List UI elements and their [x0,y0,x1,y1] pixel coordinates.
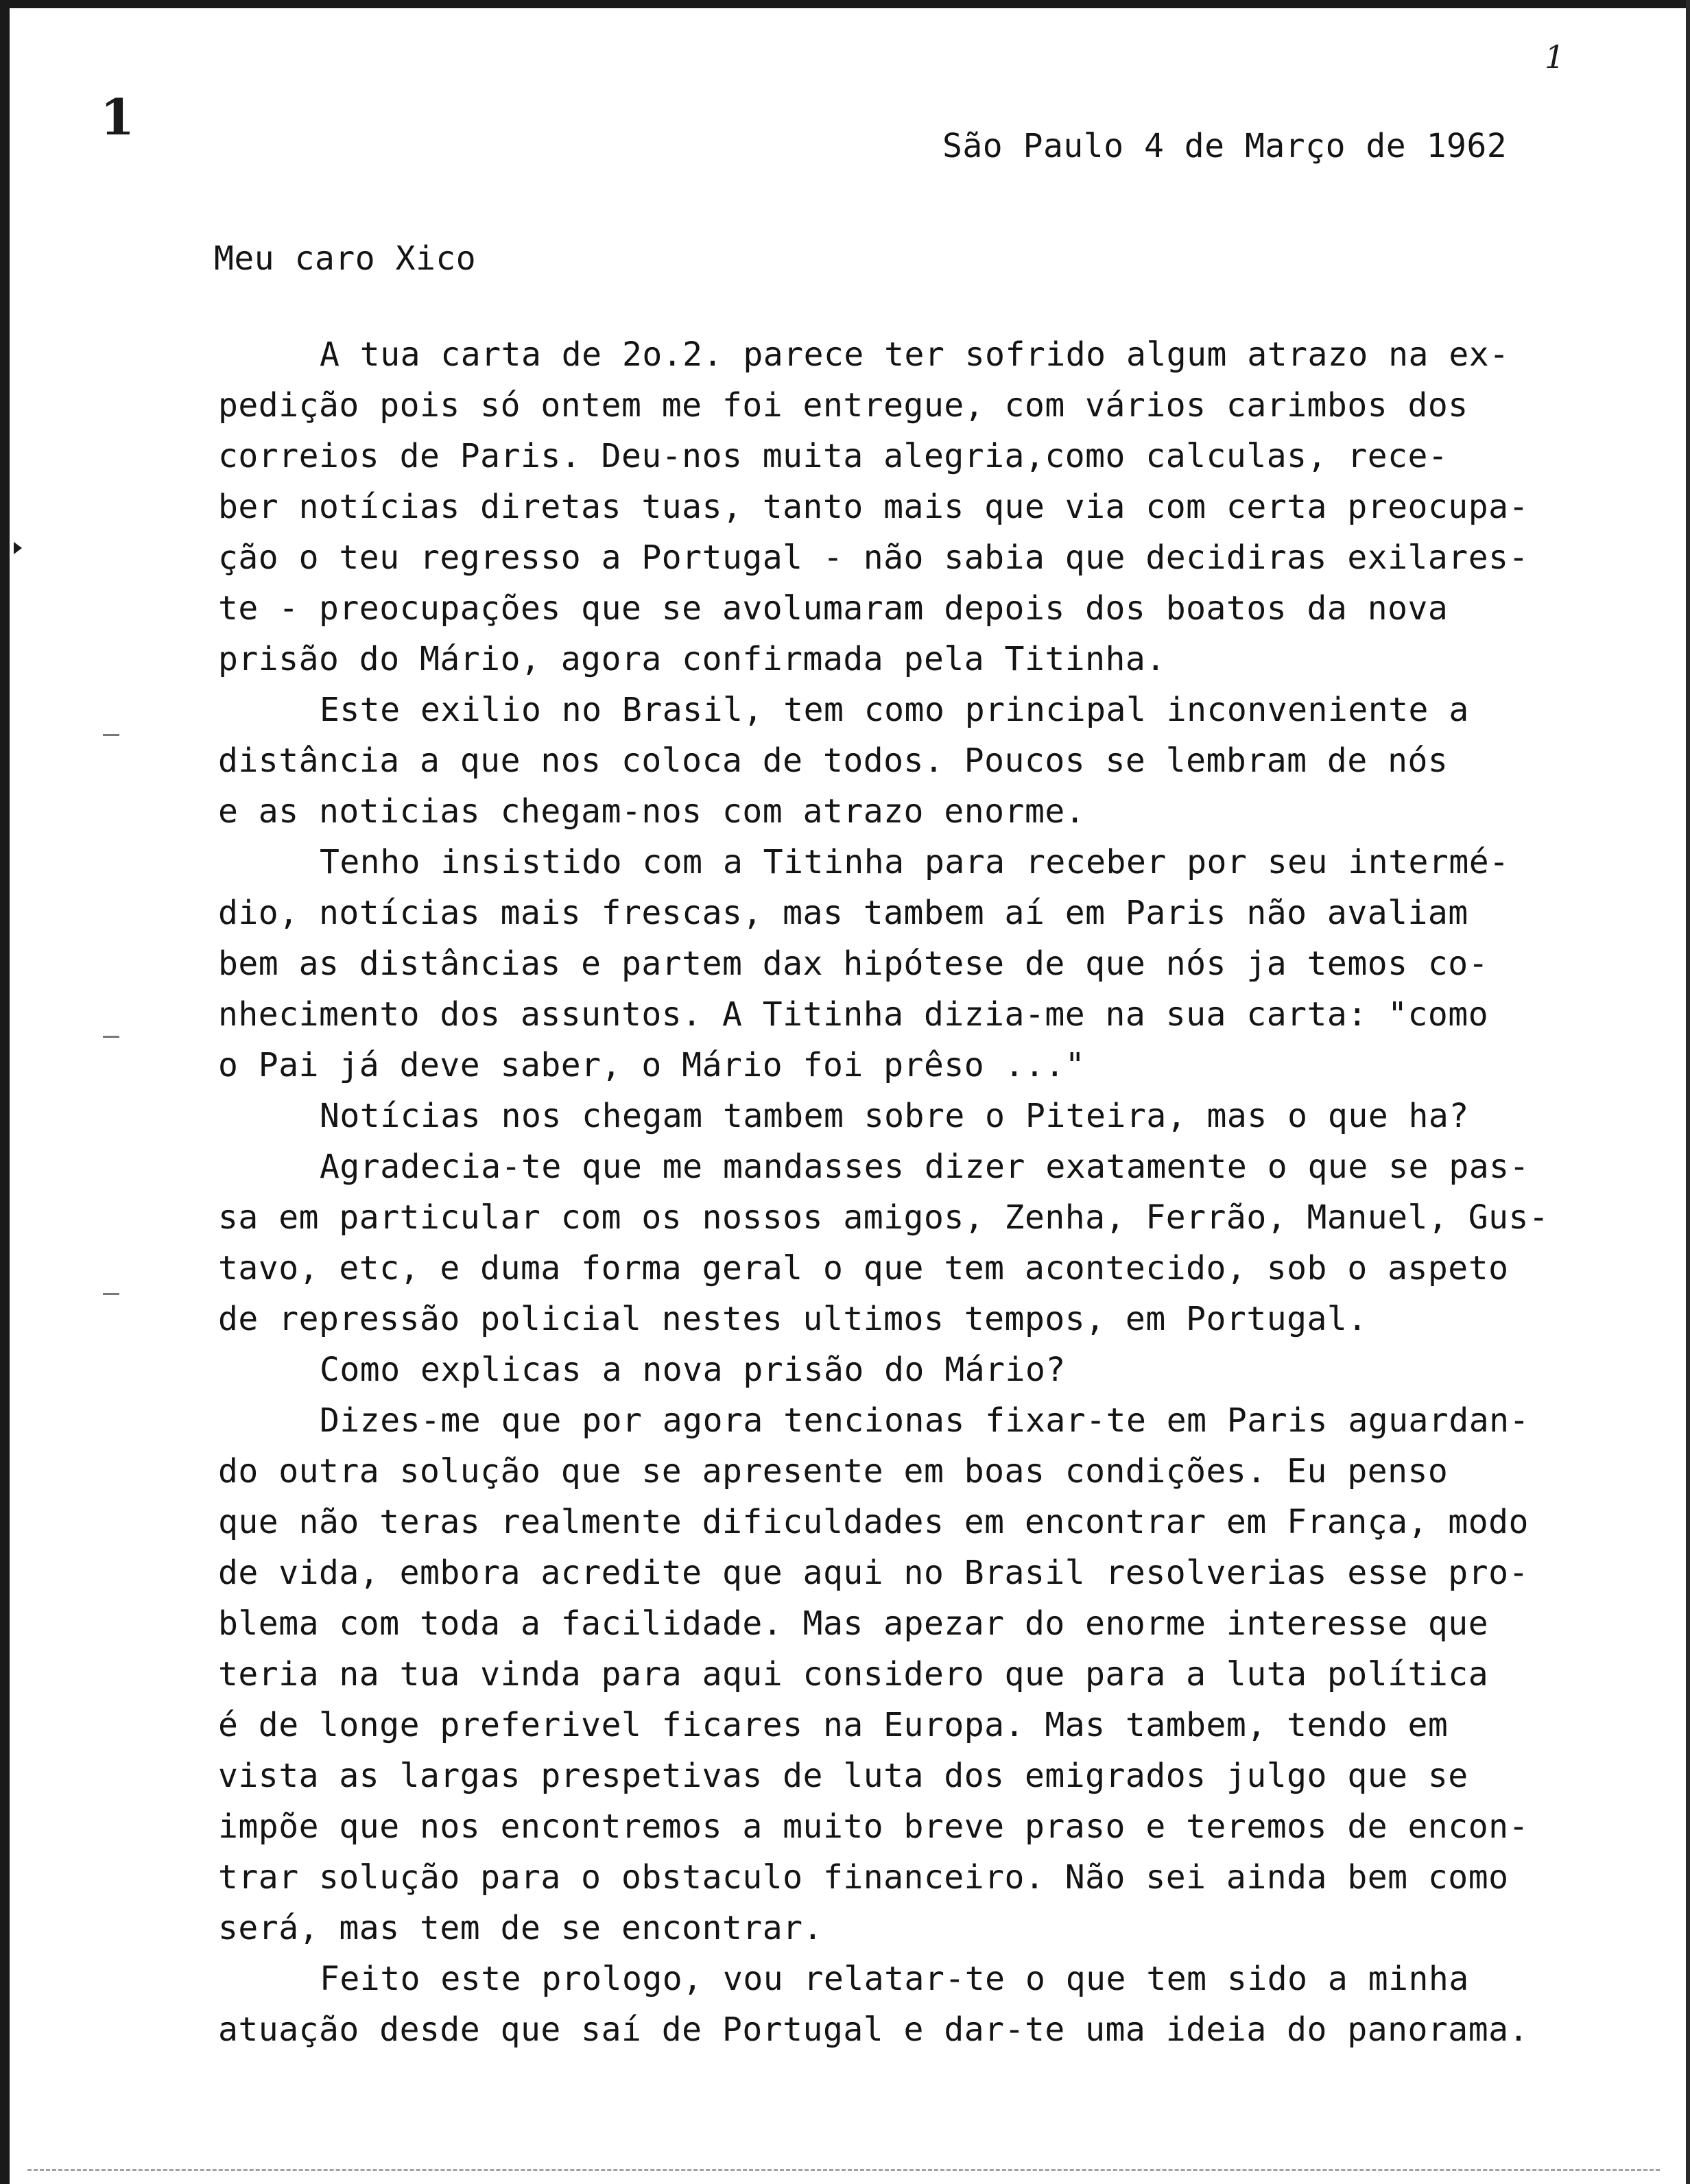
letter-line: sa em particular com os nossos amigos, Zenha, Ferrão, Manuel, Gus- [218,1198,1549,1237]
letter-line: Notícias nos chegam tambem sobre o Piteira, mas o que ha? [320,1097,1469,1135]
letter-line: de repressão policial nestes ultimos tempos, em Portugal. [218,1300,1368,1338]
letter-line: distância a que nos coloca de todos. Poucos se lembram de nós [218,741,1449,780]
letter-line: será, mas tem de se encontrar. [218,1909,823,1947]
scan-border-left [0,0,10,2184]
letter-line: atuação desde que saí de Portugal e dar-te uma ideia do panorama. [218,2010,1529,2049]
letter-line: A tua carta de 2o.2. parece ter sofrido algum atrazo na ex- [320,335,1510,374]
scan-border-top [0,0,1690,8]
letter-line: vista as largas prespetivas de luta dos emigrados julgo que se [218,1757,1468,1795]
margin-tick-mark [14,542,22,554]
letter-line: dio, notícias mais frescas, mas tambem aí em Paris não avaliam [218,894,1468,932]
margin-dash [103,1036,119,1038]
margin-dash [103,1293,119,1295]
letter-line: Dizes-me que por agora tencionas fixar-te em Paris aguardan- [320,1401,1530,1440]
letter-line: Como explicas a nova prisão do Mário? [320,1351,1066,1389]
letter-salutation: Meu caro Xico [214,239,477,278]
letter-line: blema com toda a facilidade. Mas apezar do enorme interesse que [218,1604,1489,1643]
letter-line: Tenho insistido com a Titinha para receber por seu intermé- [320,843,1510,881]
handwritten-page-number-left: 1 [100,88,135,146]
letter-line: do outra solução que se apresente em boas condições. Eu penso [218,1452,1449,1491]
handwritten-page-number-right: 1 [1545,38,1565,75]
letter-line: correios de Paris. Deu-nos muita alegria,como calculas, rece- [218,437,1449,475]
letter-line: que não teras realmente dificuldades em encontrar em França, modo [218,1503,1529,1541]
letter-line: ção o teu regresso a Portugal - não sabia que decidiras exilares- [218,538,1529,577]
letter-dateline: São Paulo 4 de Março de 1962 [942,127,1508,165]
letter-line: o Pai já deve saber, o Mário foi prêso ..." [218,1046,1086,1084]
letter-line: Este exilio no Brasil, tem como principal inconveniente a [320,691,1469,729]
letter-line: Agradecia-te que me mandasses dizer exatamente o que se pas- [320,1148,1530,1186]
letter-line: tavo, etc, e duma forma geral o que tem acontecido, sob o aspeto [218,1249,1509,1287]
letter-line: é de longe preferivel ficares na Europa. Mas tambem, tendo em [218,1706,1449,1744]
letter-line: impõe que nos encontremos a muito breve praso e teremos de encon- [218,1807,1529,1846]
letter-body [218,329,1556,2055]
letter-line: te - preocupações que se avolumaram depois dos boatos da nova [218,589,1449,628]
letter-line: e as noticias chegam-nos com atrazo enorme. [218,792,1086,831]
scan-border-right [1686,0,1690,2184]
letter-line: ber notícias diretas tuas, tanto mais que via com certa preocupa- [218,488,1529,526]
letter-line: prisão do Mário, agora confirmada pela Titinha. [218,640,1166,678]
letter-line: trar solução para o obstaculo financeiro. Não sei ainda bem como [218,1858,1509,1897]
letter-line: bem as distâncias e partem dax hipótese de que nós ja temos co- [218,945,1489,983]
letter-line: Feito este prologo, vou relatar-te o que tem sido a minha [320,1960,1469,1998]
letter-line: teria na tua vinda para aqui considero que para a luta política [218,1655,1489,1694]
letter-line: pedição pois só ontem me foi entregue, com vários carimbos dos [218,386,1468,425]
margin-dash [103,734,119,736]
scan-border-bottom [27,2169,1660,2174]
letter-line: nhecimento dos assuntos. A Titinha dizia-me na sua carta: "como [218,995,1489,1034]
letter-line: de vida, embora acredite que aqui no Brasil resolverias esse pro- [218,1554,1529,1592]
